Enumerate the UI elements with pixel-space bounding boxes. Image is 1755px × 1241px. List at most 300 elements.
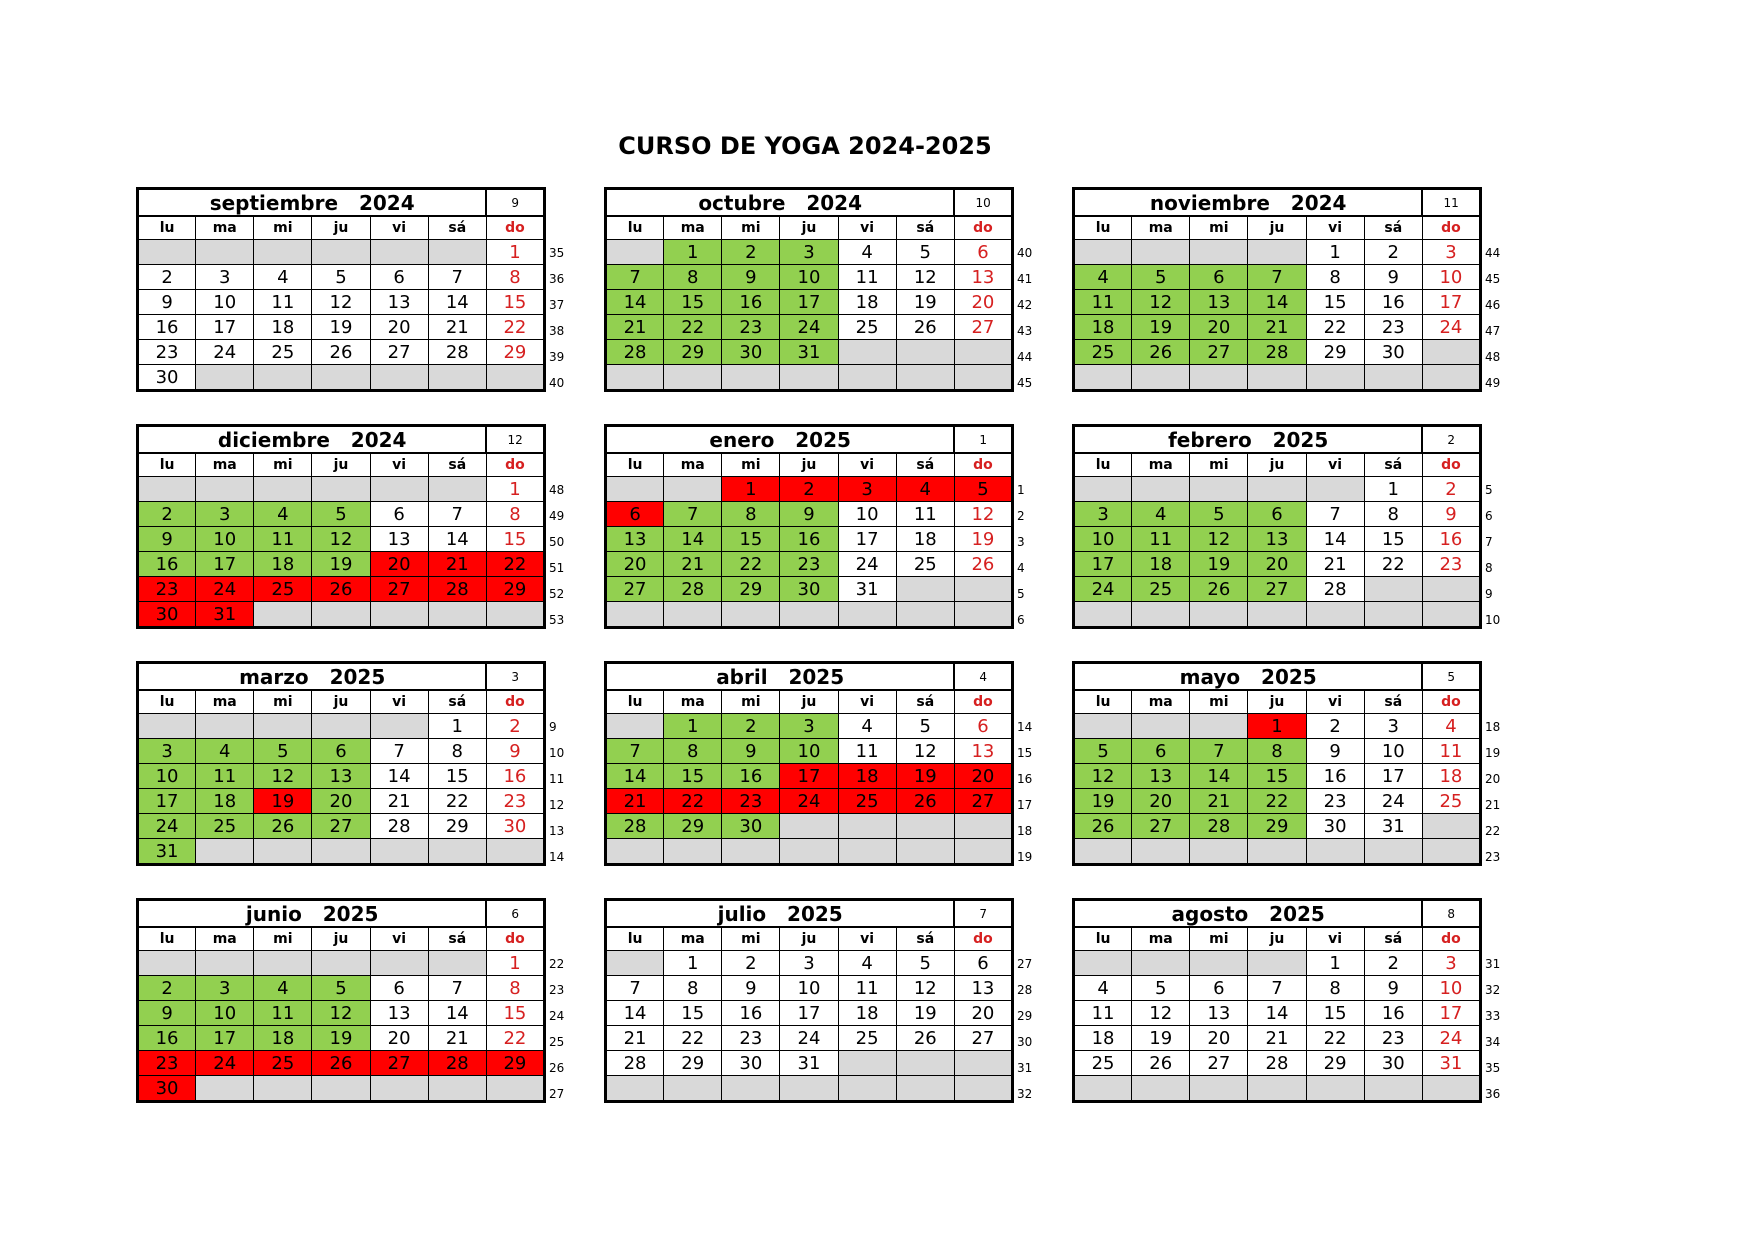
weekday-label: vi [1306, 690, 1364, 714]
day-cell [1132, 714, 1190, 739]
week-row [1074, 1026, 1481, 1051]
day-cell: 25 [896, 552, 954, 577]
day-cell: 28 [606, 340, 664, 365]
day-cell: 18 [838, 764, 896, 789]
day-cell [486, 365, 544, 391]
week-row [1074, 527, 1481, 552]
day-cell [254, 839, 312, 865]
weekday-label: ma [1132, 453, 1190, 477]
week-row [606, 839, 1013, 865]
day-cell [664, 1076, 722, 1102]
day-cell: 1 [664, 951, 722, 976]
week-number: 22 [549, 957, 565, 971]
day-cell [428, 1076, 486, 1102]
day-cell: 29 [664, 814, 722, 839]
week-number: 16 [1017, 772, 1033, 786]
week-row [1074, 265, 1481, 290]
day-cell: 27 [606, 577, 664, 602]
week-row [1074, 814, 1481, 839]
month-number: 9 [486, 189, 544, 217]
day-cell: 19 [896, 290, 954, 315]
week-row [1074, 240, 1481, 265]
week-number: 5 [1017, 587, 1025, 601]
day-cell: 17 [1074, 552, 1132, 577]
day-cell: 12 [1132, 290, 1190, 315]
day-cell: 1 [486, 951, 544, 976]
day-cell: 21 [606, 1026, 664, 1051]
week-row [138, 602, 545, 628]
weekday-label: ju [1248, 927, 1306, 951]
month-number: 10 [954, 189, 1012, 217]
day-cell: 19 [312, 1026, 370, 1051]
day-cell: 15 [722, 527, 780, 552]
weekday-label: ma [1132, 216, 1190, 240]
day-cell [838, 340, 896, 365]
day-cell: 2 [1306, 714, 1364, 739]
day-cell: 25 [1422, 789, 1480, 814]
week-row [606, 577, 1013, 602]
week-row [606, 739, 1013, 764]
day-cell: 28 [606, 1051, 664, 1076]
month-number: 7 [954, 900, 1012, 928]
day-cell: 11 [896, 502, 954, 527]
week-number: 13 [549, 824, 565, 838]
day-cell: 7 [1248, 265, 1306, 290]
week-row [606, 789, 1013, 814]
week-row [138, 315, 545, 340]
day-cell: 5 [896, 240, 954, 265]
weekday-label: do [486, 690, 544, 714]
month-year: 2025 [329, 664, 386, 689]
weekday-label: ma [196, 690, 254, 714]
day-cell: 22 [664, 315, 722, 340]
month-header [606, 426, 955, 454]
month-table [136, 187, 546, 392]
day-cell [1132, 477, 1190, 502]
day-cell: 4 [254, 265, 312, 290]
week-number: 18 [1485, 720, 1501, 734]
month-name: enero [709, 427, 775, 452]
month-header [606, 900, 955, 928]
week-number: 14 [1017, 720, 1033, 734]
day-cell [196, 365, 254, 391]
weekday-label: lu [138, 927, 196, 951]
day-cell: 29 [664, 340, 722, 365]
day-cell: 14 [428, 1001, 486, 1026]
weekday-label: lu [138, 690, 196, 714]
day-cell: 23 [722, 1026, 780, 1051]
day-cell: 20 [370, 552, 428, 577]
day-cell [606, 1076, 664, 1102]
month-table [604, 424, 1014, 629]
day-cell: 19 [1190, 552, 1248, 577]
weekday-label: do [486, 927, 544, 951]
day-cell: 12 [896, 265, 954, 290]
day-cell: 4 [838, 714, 896, 739]
week-row [606, 714, 1013, 739]
day-cell: 30 [722, 340, 780, 365]
weekday-label: ju [1248, 216, 1306, 240]
day-cell: 5 [312, 502, 370, 527]
day-cell: 24 [196, 577, 254, 602]
day-cell: 29 [486, 340, 544, 365]
day-cell: 12 [312, 290, 370, 315]
day-cell: 3 [1364, 714, 1422, 739]
day-cell: 22 [1306, 315, 1364, 340]
day-cell: 30 [1364, 1051, 1422, 1076]
day-cell: 9 [722, 976, 780, 1001]
month-year: 2025 [322, 901, 379, 926]
day-cell: 4 [838, 951, 896, 976]
day-cell: 24 [838, 552, 896, 577]
day-cell [722, 1076, 780, 1102]
day-cell: 31 [1422, 1051, 1480, 1076]
weekday-label: mi [254, 690, 312, 714]
month-calendar-septiembre [136, 187, 636, 417]
day-cell [1422, 365, 1480, 391]
day-cell: 28 [428, 1051, 486, 1076]
week-number: 51 [549, 561, 565, 575]
day-cell [254, 477, 312, 502]
day-cell [1306, 477, 1364, 502]
day-cell: 9 [138, 290, 196, 315]
weekday-label: ju [312, 927, 370, 951]
day-cell: 30 [1306, 814, 1364, 839]
week-number: 23 [549, 983, 565, 997]
day-cell: 7 [370, 739, 428, 764]
weekday-label: lu [1074, 927, 1132, 951]
day-cell: 3 [780, 240, 838, 265]
day-cell [1190, 951, 1248, 976]
week-row [606, 814, 1013, 839]
day-cell: 12 [254, 764, 312, 789]
day-cell: 9 [1364, 976, 1422, 1001]
day-cell: 16 [722, 1001, 780, 1026]
weekday-label: do [954, 690, 1012, 714]
day-cell: 18 [838, 1001, 896, 1026]
day-cell [1190, 714, 1248, 739]
day-cell: 8 [664, 265, 722, 290]
week-row [138, 951, 545, 976]
week-row [138, 839, 545, 865]
day-cell [254, 602, 312, 628]
day-cell: 23 [1364, 1026, 1422, 1051]
day-cell: 27 [954, 1026, 1012, 1051]
weekday-label: lu [606, 453, 664, 477]
day-cell [1190, 477, 1248, 502]
day-cell: 8 [1306, 976, 1364, 1001]
day-cell: 23 [1306, 789, 1364, 814]
week-row [138, 739, 545, 764]
day-cell: 16 [138, 315, 196, 340]
month-table [604, 187, 1014, 392]
day-cell: 26 [896, 315, 954, 340]
day-cell [780, 839, 838, 865]
day-cell: 27 [954, 789, 1012, 814]
day-cell [1248, 477, 1306, 502]
day-cell: 31 [780, 340, 838, 365]
week-number: 35 [1485, 1061, 1501, 1075]
day-cell: 2 [722, 714, 780, 739]
day-cell: 2 [780, 477, 838, 502]
day-cell [428, 602, 486, 628]
day-cell: 15 [664, 764, 722, 789]
day-cell [254, 365, 312, 391]
day-cell: 2 [722, 951, 780, 976]
day-cell: 15 [486, 290, 544, 315]
day-cell: 16 [1364, 1001, 1422, 1026]
month-name: noviembre [1149, 190, 1270, 215]
day-cell: 9 [780, 502, 838, 527]
day-cell: 11 [1132, 527, 1190, 552]
week-row [138, 789, 545, 814]
day-cell [1190, 602, 1248, 628]
week-row [606, 477, 1013, 502]
day-cell: 11 [254, 290, 312, 315]
week-row [1074, 1076, 1481, 1102]
month-year: 2025 [1269, 901, 1325, 926]
day-cell: 27 [370, 340, 428, 365]
week-row [138, 527, 545, 552]
day-cell [954, 814, 1012, 839]
day-cell: 5 [896, 714, 954, 739]
week-row [606, 315, 1013, 340]
day-cell: 13 [1248, 527, 1306, 552]
day-cell: 26 [312, 1051, 370, 1076]
day-cell: 17 [1422, 1001, 1480, 1026]
day-cell: 28 [1248, 1051, 1306, 1076]
month-number: 2 [1422, 426, 1480, 454]
day-cell: 12 [1132, 1001, 1190, 1026]
day-cell: 26 [1190, 577, 1248, 602]
day-cell: 11 [1074, 1001, 1132, 1026]
month-number: 5 [1422, 663, 1480, 691]
day-cell [196, 240, 254, 265]
weekday-label: ju [780, 453, 838, 477]
day-cell [312, 1076, 370, 1102]
day-cell: 27 [1132, 814, 1190, 839]
day-cell: 13 [954, 739, 1012, 764]
day-cell [664, 839, 722, 865]
day-cell: 30 [780, 577, 838, 602]
week-row [606, 764, 1013, 789]
month-header [138, 189, 487, 217]
weekday-label: sá [896, 453, 954, 477]
day-cell: 7 [606, 739, 664, 764]
day-cell: 13 [370, 527, 428, 552]
day-cell [1306, 365, 1364, 391]
week-number: 19 [1485, 746, 1501, 760]
day-cell [722, 839, 780, 865]
day-cell: 10 [1364, 739, 1422, 764]
week-row [606, 1026, 1013, 1051]
week-row [606, 340, 1013, 365]
day-cell [486, 839, 544, 865]
day-cell: 5 [1132, 976, 1190, 1001]
week-number: 48 [549, 483, 565, 497]
day-cell [1190, 1076, 1248, 1102]
day-cell: 14 [428, 290, 486, 315]
weekday-label: lu [1074, 216, 1132, 240]
month-year: 2025 [787, 901, 843, 926]
day-cell: 19 [254, 789, 312, 814]
day-cell: 15 [486, 527, 544, 552]
month-header [138, 900, 487, 928]
day-cell: 1 [722, 477, 780, 502]
week-row [1074, 290, 1481, 315]
day-cell [896, 365, 954, 391]
day-cell [254, 714, 312, 739]
day-cell: 4 [196, 739, 254, 764]
day-cell [370, 951, 428, 976]
day-cell: 3 [838, 477, 896, 502]
day-cell: 9 [138, 527, 196, 552]
day-cell [370, 839, 428, 865]
day-cell: 3 [196, 976, 254, 1001]
day-cell [606, 477, 664, 502]
day-cell: 27 [370, 577, 428, 602]
weekday-label: ju [312, 453, 370, 477]
week-number: 12 [549, 798, 565, 812]
day-cell: 22 [1248, 789, 1306, 814]
week-number: 37 [549, 298, 565, 312]
week-row [138, 240, 545, 265]
week-number: 22 [1485, 824, 1501, 838]
month-name: octubre [698, 190, 786, 215]
day-cell [1364, 577, 1422, 602]
month-header [606, 663, 955, 691]
month-number: 12 [486, 426, 544, 454]
day-cell: 20 [370, 315, 428, 340]
week-number: 10 [549, 746, 565, 760]
month-header [1074, 426, 1423, 454]
day-cell: 2 [138, 265, 196, 290]
week-number: 8 [1485, 561, 1493, 575]
day-cell [428, 365, 486, 391]
day-cell: 16 [486, 764, 544, 789]
weekday-label: do [1422, 690, 1480, 714]
day-cell: 31 [780, 1051, 838, 1076]
day-cell: 19 [954, 527, 1012, 552]
weekday-label: mi [1190, 453, 1248, 477]
week-number: 10 [1485, 613, 1501, 627]
day-cell: 6 [370, 502, 428, 527]
month-header [138, 426, 487, 454]
week-number: 20 [1485, 772, 1501, 786]
day-cell: 22 [486, 315, 544, 340]
day-cell: 23 [138, 577, 196, 602]
day-cell [1132, 839, 1190, 865]
weekday-label: lu [606, 690, 664, 714]
day-cell [254, 1076, 312, 1102]
day-cell: 12 [1074, 764, 1132, 789]
month-calendar-octubre [604, 187, 1104, 417]
day-cell [954, 577, 1012, 602]
day-cell: 28 [1306, 577, 1364, 602]
week-row [1074, 839, 1481, 865]
day-cell [838, 1051, 896, 1076]
day-cell [1074, 714, 1132, 739]
day-cell: 25 [254, 577, 312, 602]
day-cell: 17 [138, 789, 196, 814]
day-cell: 8 [664, 976, 722, 1001]
weekday-label: sá [428, 690, 486, 714]
day-cell: 5 [1074, 739, 1132, 764]
day-cell [1132, 1076, 1190, 1102]
week-number: 44 [1017, 350, 1033, 364]
day-cell: 10 [780, 739, 838, 764]
day-cell: 12 [1190, 527, 1248, 552]
weekday-label: ma [196, 927, 254, 951]
day-cell: 28 [664, 577, 722, 602]
week-row [1074, 315, 1481, 340]
week-number: 34 [1485, 1035, 1501, 1049]
day-cell: 1 [1248, 714, 1306, 739]
week-row [138, 290, 545, 315]
day-cell [486, 602, 544, 628]
weekday-label: ju [780, 927, 838, 951]
weekday-label: do [486, 216, 544, 240]
day-cell [896, 1076, 954, 1102]
day-cell: 8 [1248, 739, 1306, 764]
day-cell [954, 340, 1012, 365]
day-cell: 6 [954, 951, 1012, 976]
day-cell [838, 1076, 896, 1102]
day-cell: 11 [254, 1001, 312, 1026]
day-cell: 9 [722, 265, 780, 290]
day-cell: 28 [428, 340, 486, 365]
day-cell: 19 [312, 552, 370, 577]
day-cell: 10 [1422, 265, 1480, 290]
day-cell: 30 [722, 1051, 780, 1076]
day-cell [838, 602, 896, 628]
day-cell: 1 [1306, 240, 1364, 265]
day-cell [1248, 1076, 1306, 1102]
day-cell: 14 [1306, 527, 1364, 552]
week-row [606, 1051, 1013, 1076]
day-cell: 13 [606, 527, 664, 552]
day-cell: 18 [1132, 552, 1190, 577]
weekday-label: ju [312, 216, 370, 240]
day-cell: 23 [138, 340, 196, 365]
day-cell: 11 [1422, 739, 1480, 764]
day-cell: 16 [722, 764, 780, 789]
month-year: 2025 [795, 427, 851, 452]
month-calendar-junio [136, 898, 636, 1128]
weekday-label: mi [254, 453, 312, 477]
day-cell: 26 [312, 340, 370, 365]
day-cell [896, 814, 954, 839]
day-cell: 7 [664, 502, 722, 527]
day-cell [1248, 839, 1306, 865]
day-cell: 28 [1190, 814, 1248, 839]
day-cell: 29 [1248, 814, 1306, 839]
day-cell [606, 951, 664, 976]
week-row [606, 552, 1013, 577]
day-cell [196, 477, 254, 502]
day-cell [1364, 365, 1422, 391]
month-header [1074, 900, 1423, 928]
day-cell [428, 240, 486, 265]
day-cell: 27 [1190, 340, 1248, 365]
week-row [138, 814, 545, 839]
week-row [606, 365, 1013, 391]
day-cell: 25 [1074, 340, 1132, 365]
week-number: 30 [1017, 1035, 1033, 1049]
month-calendar-enero [604, 424, 1104, 654]
day-cell: 3 [196, 502, 254, 527]
day-cell: 14 [370, 764, 428, 789]
